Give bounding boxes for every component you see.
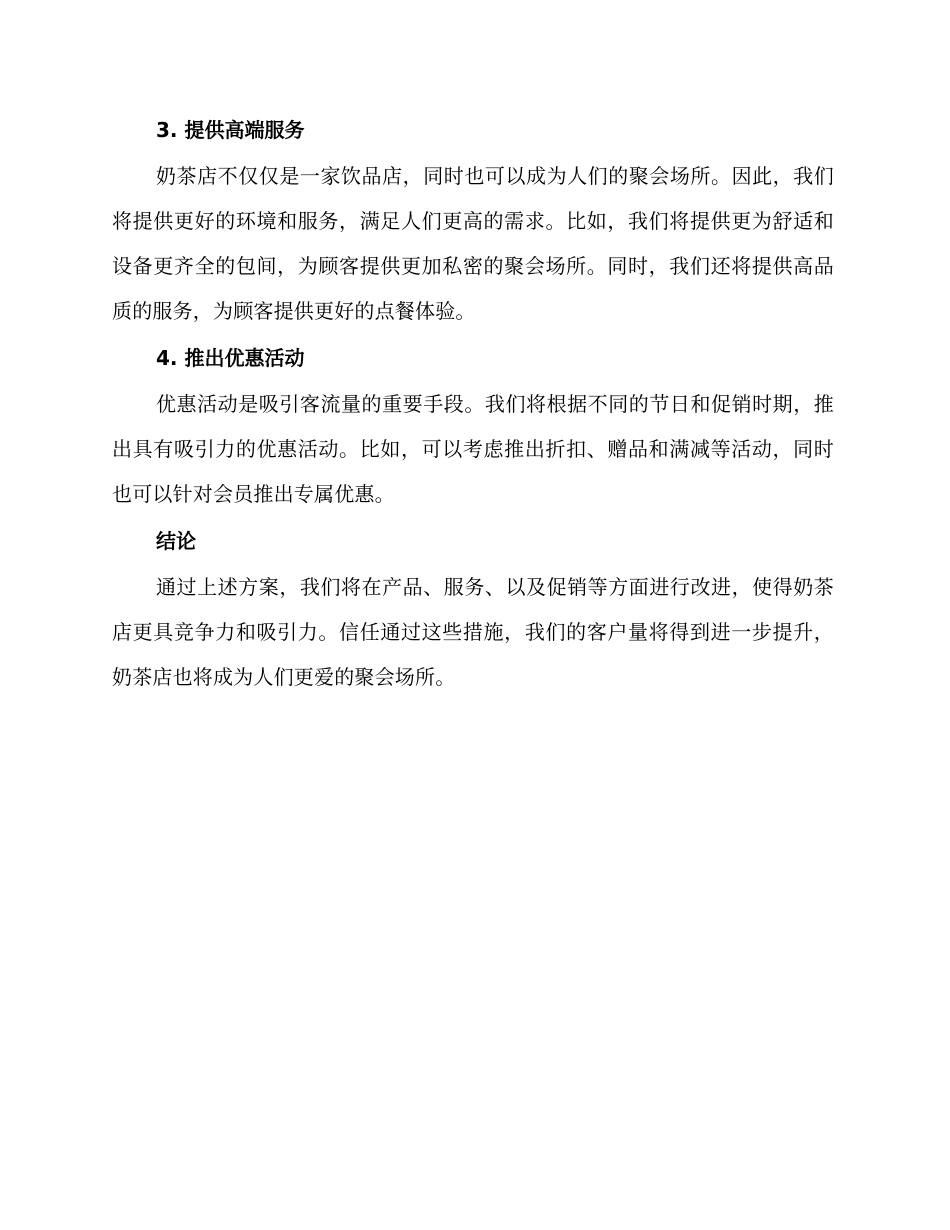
section-promotions (112, 336, 834, 517)
section-paragraph: 奶茶店不仅仅是一家饮品店，同时也可以成为人们的聚会场所。因此，我们将提供更好的环境和服务，满足人们更高的需求。比如，我们将提供更为舒适和设备更齐全的包间，为顾客提供更加私密的聚会场所。同时，我们还将提供高品质的服务，为顾客提供更好的点餐体验。 (112, 164, 834, 323)
section-heading: 4. 推出优惠活动 (156, 346, 305, 370)
section-conclusion (112, 519, 834, 700)
section-heading: 结论 (156, 529, 196, 553)
section-high-end-service (112, 108, 834, 334)
document-body (112, 108, 834, 700)
section-heading: 3. 提供高端服务 (156, 118, 305, 142)
section-paragraph: 优惠活动是吸引客流量的重要手段。我们将根据不同的节日和促销时期，推出具有吸引力的优惠活动。比如，可以考虑推出折扣、赠品和满减等活动，同时也可以针对会员推出专属优惠。 (112, 392, 834, 506)
section-paragraph: 通过上述方案，我们将在产品、服务、以及促销等方面进行改进，使得奶茶店更具竞争力和吸引力。信任通过这些措施，我们的客户量将得到进一步提升，奶茶店也将成为人们更爱的聚会场所。 (112, 575, 834, 689)
